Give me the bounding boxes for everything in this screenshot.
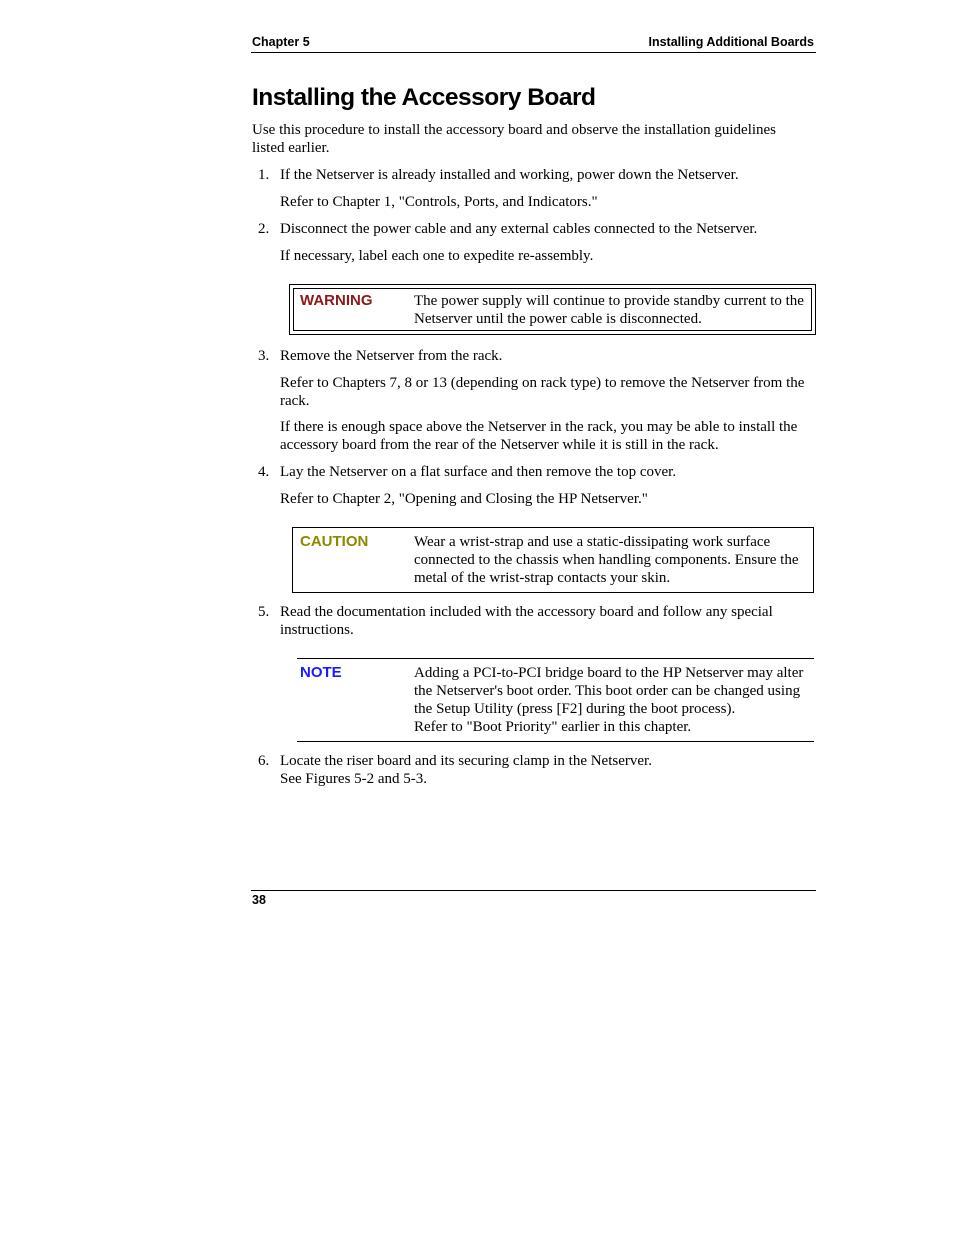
page-number: 38 [252,893,266,907]
step-4-text: Lay the Netserver on a flat surface and then remove the top cover. [280,464,677,480]
step-3-number: 3. [258,348,270,364]
warning-text: The power supply will continue to provide standby current to the Netserver until the power cable is disconnected. [414,293,804,327]
note-text: Adding a PCI-to-PCI bridge board to the HP Netserver may alter the Netserver's boot order. This boot order can be changed using the Setup Utility (press [F2] during the boot process). [414,665,804,717]
step-2-note: If necessary, label each one to expedite re-assembly. [280,248,594,264]
step-2-text: Disconnect the power cable and any external cables connected to the Netserver. [280,221,758,237]
step-1-text: If the Netserver is already installed and working, power down the Netserver. [280,167,739,183]
step-3-text: Remove the Netserver from the rack. [280,348,503,364]
step-1-number: 1. [258,167,270,183]
step-1-note: Refer to Chapter 1, "Controls, Ports, and Indicators." [280,194,598,210]
step-6-note: See Figures 5-2 and 5-3. [280,771,428,787]
note-label: NOTE [300,664,342,681]
note-text-reference: Refer to "Boot Priority" earlier in this chapter. [414,719,692,735]
step-5-text: Read the documentation included with the accessory board and follow any special instructions. [280,604,773,638]
intro-paragraph: Use this procedure to install the accessory board and observe the installation guidelines listed earlier. [252,122,777,156]
step-5-number: 5. [258,604,270,620]
caution-label: CAUTION [300,533,369,550]
page-title: Installing the Accessory Board [252,84,596,111]
warning-label: WARNING [300,292,373,309]
step-2-number: 2. [258,221,270,237]
footer-rule [251,890,816,891]
caution-text: Wear a wrist-strap and use a static-dissipating work surface connected to the chassis when handling components. Ensure the metal of the wrist-strap contacts your skin. [414,534,799,586]
step-6-number: 6. [258,753,270,769]
step-4-note: Refer to Chapter 2, "Opening and Closing the HP Netserver." [280,491,648,507]
step-3-note-1: Refer to Chapters 7, 8 or 13 (depending on rack type) to remove the Netserver from the rack. [280,375,805,409]
header-section: Installing Additional Boards [648,35,814,49]
step-6-text: Locate the riser board and its securing clamp in the Netserver. [280,753,652,769]
step-3-note-2: If there is enough space above the Netserver in the rack, you may be able to install the accessory board from the rear of the Netserver while it is still in the rack. [280,419,798,453]
header-rule [251,52,816,53]
step-4-number: 4. [258,464,270,480]
header-chapter: Chapter 5 [252,35,310,49]
